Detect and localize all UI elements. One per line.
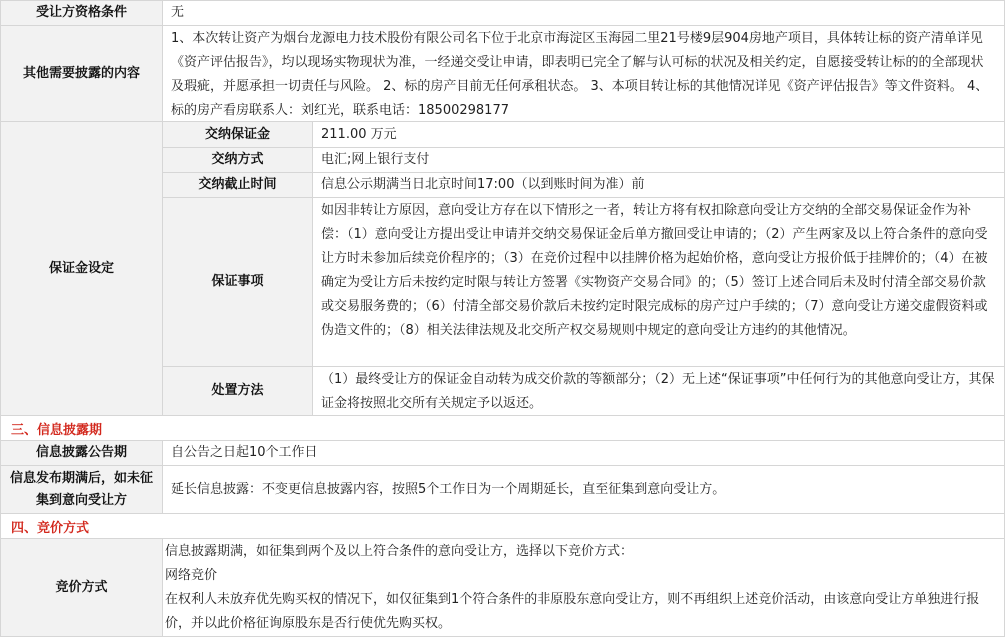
deposit-group-label: 保证金设定 bbox=[0, 121, 163, 416]
section-3-title: 三、信息披露期 bbox=[0, 415, 1005, 441]
bidding-method-line-2: 网络竞价 bbox=[165, 568, 218, 583]
deposit-deadline-value: 信息公示期满当日北京时间17:00（以到账时间为准）前 bbox=[312, 172, 1005, 198]
expiry-condition-value: 延长信息披露：不变更信息披露内容，按照5个工作日为一个周期延长，直至征集到意向受让方。 bbox=[162, 465, 1005, 514]
deposit-method-value: 电汇;网上银行支付 bbox=[312, 147, 1005, 173]
deposit-matters-value: 如因非转让方原因，意向受让方存在以下情形之一者，转让方将有权扣除意向受让方交纳的全部交易保证金作为补偿：（1）意向受让方提出受让申请并交纳交易保证金后单方撤回受让申请的；（2）产生两家及以上符合条件的意向受让方时未参加后续竞价程序的；（3）在竞价过程中以挂牌价格为起始价格，意向受让方报价低于挂牌价的；（4）在被确定为受让方后未按约定时限与转让方签署《实物资产交易合同》的；（5）签订上述合同后未及时付清全部交易价款或交易服务费的；（6）付清全部交易价款后未按约定时限完成标的房产过户手续的；（7）意向受让方递交虚假资料或伪造文件的；（8）相关法律法规及北交所产权交易规则中规定的意向受让方违约的其他情况。 bbox=[312, 197, 1005, 367]
qualification-value: 无 bbox=[162, 0, 1005, 26]
deposit-amount-label: 交纳保证金 bbox=[162, 121, 313, 148]
bidding-method-label: 竞价方式 bbox=[0, 538, 163, 637]
qualification-label: 受让方资格条件 bbox=[0, 0, 163, 26]
deposit-deadline-label: 交纳截止时间 bbox=[162, 172, 313, 198]
disclosure-other-label: 其他需要披露的内容 bbox=[0, 25, 163, 122]
deposit-amount-value: 211.00 万元 bbox=[312, 121, 1005, 148]
disclosure-period-value: 自公告之日起10个工作日 bbox=[162, 440, 1005, 466]
bidding-method-value bbox=[162, 538, 1005, 637]
deposit-method-label: 交纳方式 bbox=[162, 147, 313, 173]
deposit-disposal-label: 处置方法 bbox=[162, 366, 313, 416]
bidding-method-line-3: 在权利人未放弃优先购买权的情况下，如仅征集到1个符合条件的非原股东意向受让方，则不再组织上述竞价活动，由该意向受让方单独进行报价，并以此价格征询原股东是否行使优先购买权。 bbox=[165, 592, 980, 631]
section-4-title: 四、竞价方式 bbox=[0, 513, 1005, 539]
deposit-matters-label: 保证事项 bbox=[162, 197, 313, 367]
disclosure-other-value: 1、本次转让资产为烟台龙源电力技术股份有限公司名下位于北京市海淀区玉海园二里21号楼9层904房地产项目，具体转让标的资产清单详见《资产评估报告》，均以现场实物现状为准，一经递交受让申请，即表明已完全了解与认可标的状况及相关约定，自愿接受转让标的的全部现状及瑕疵，并愿承担一切责任与风险。 2、标的房产目前无任何承租状态。 3、本项目转让标的其他情况详见《资产评估报告》等文件资料。 4、标的房产看房联系人：刘红光，联系电话：18500298177 bbox=[162, 25, 1005, 122]
expiry-condition-label: 信息发布期满后，如未征集到意向受让方 bbox=[0, 465, 163, 514]
deposit-disposal-value: （1）最终受让方的保证金自动转为成交价款的等额部分；（2）无上述“保证事项”中任何行为的其他意向受让方，其保证金将按照北交所有关规定予以返还。 bbox=[312, 366, 1005, 416]
disclosure-period-label: 信息披露公告期 bbox=[0, 440, 163, 466]
bidding-method-line-1: 信息披露期满，如征集到两个及以上符合条件的意向受让方，选择以下竞价方式： bbox=[165, 544, 634, 559]
